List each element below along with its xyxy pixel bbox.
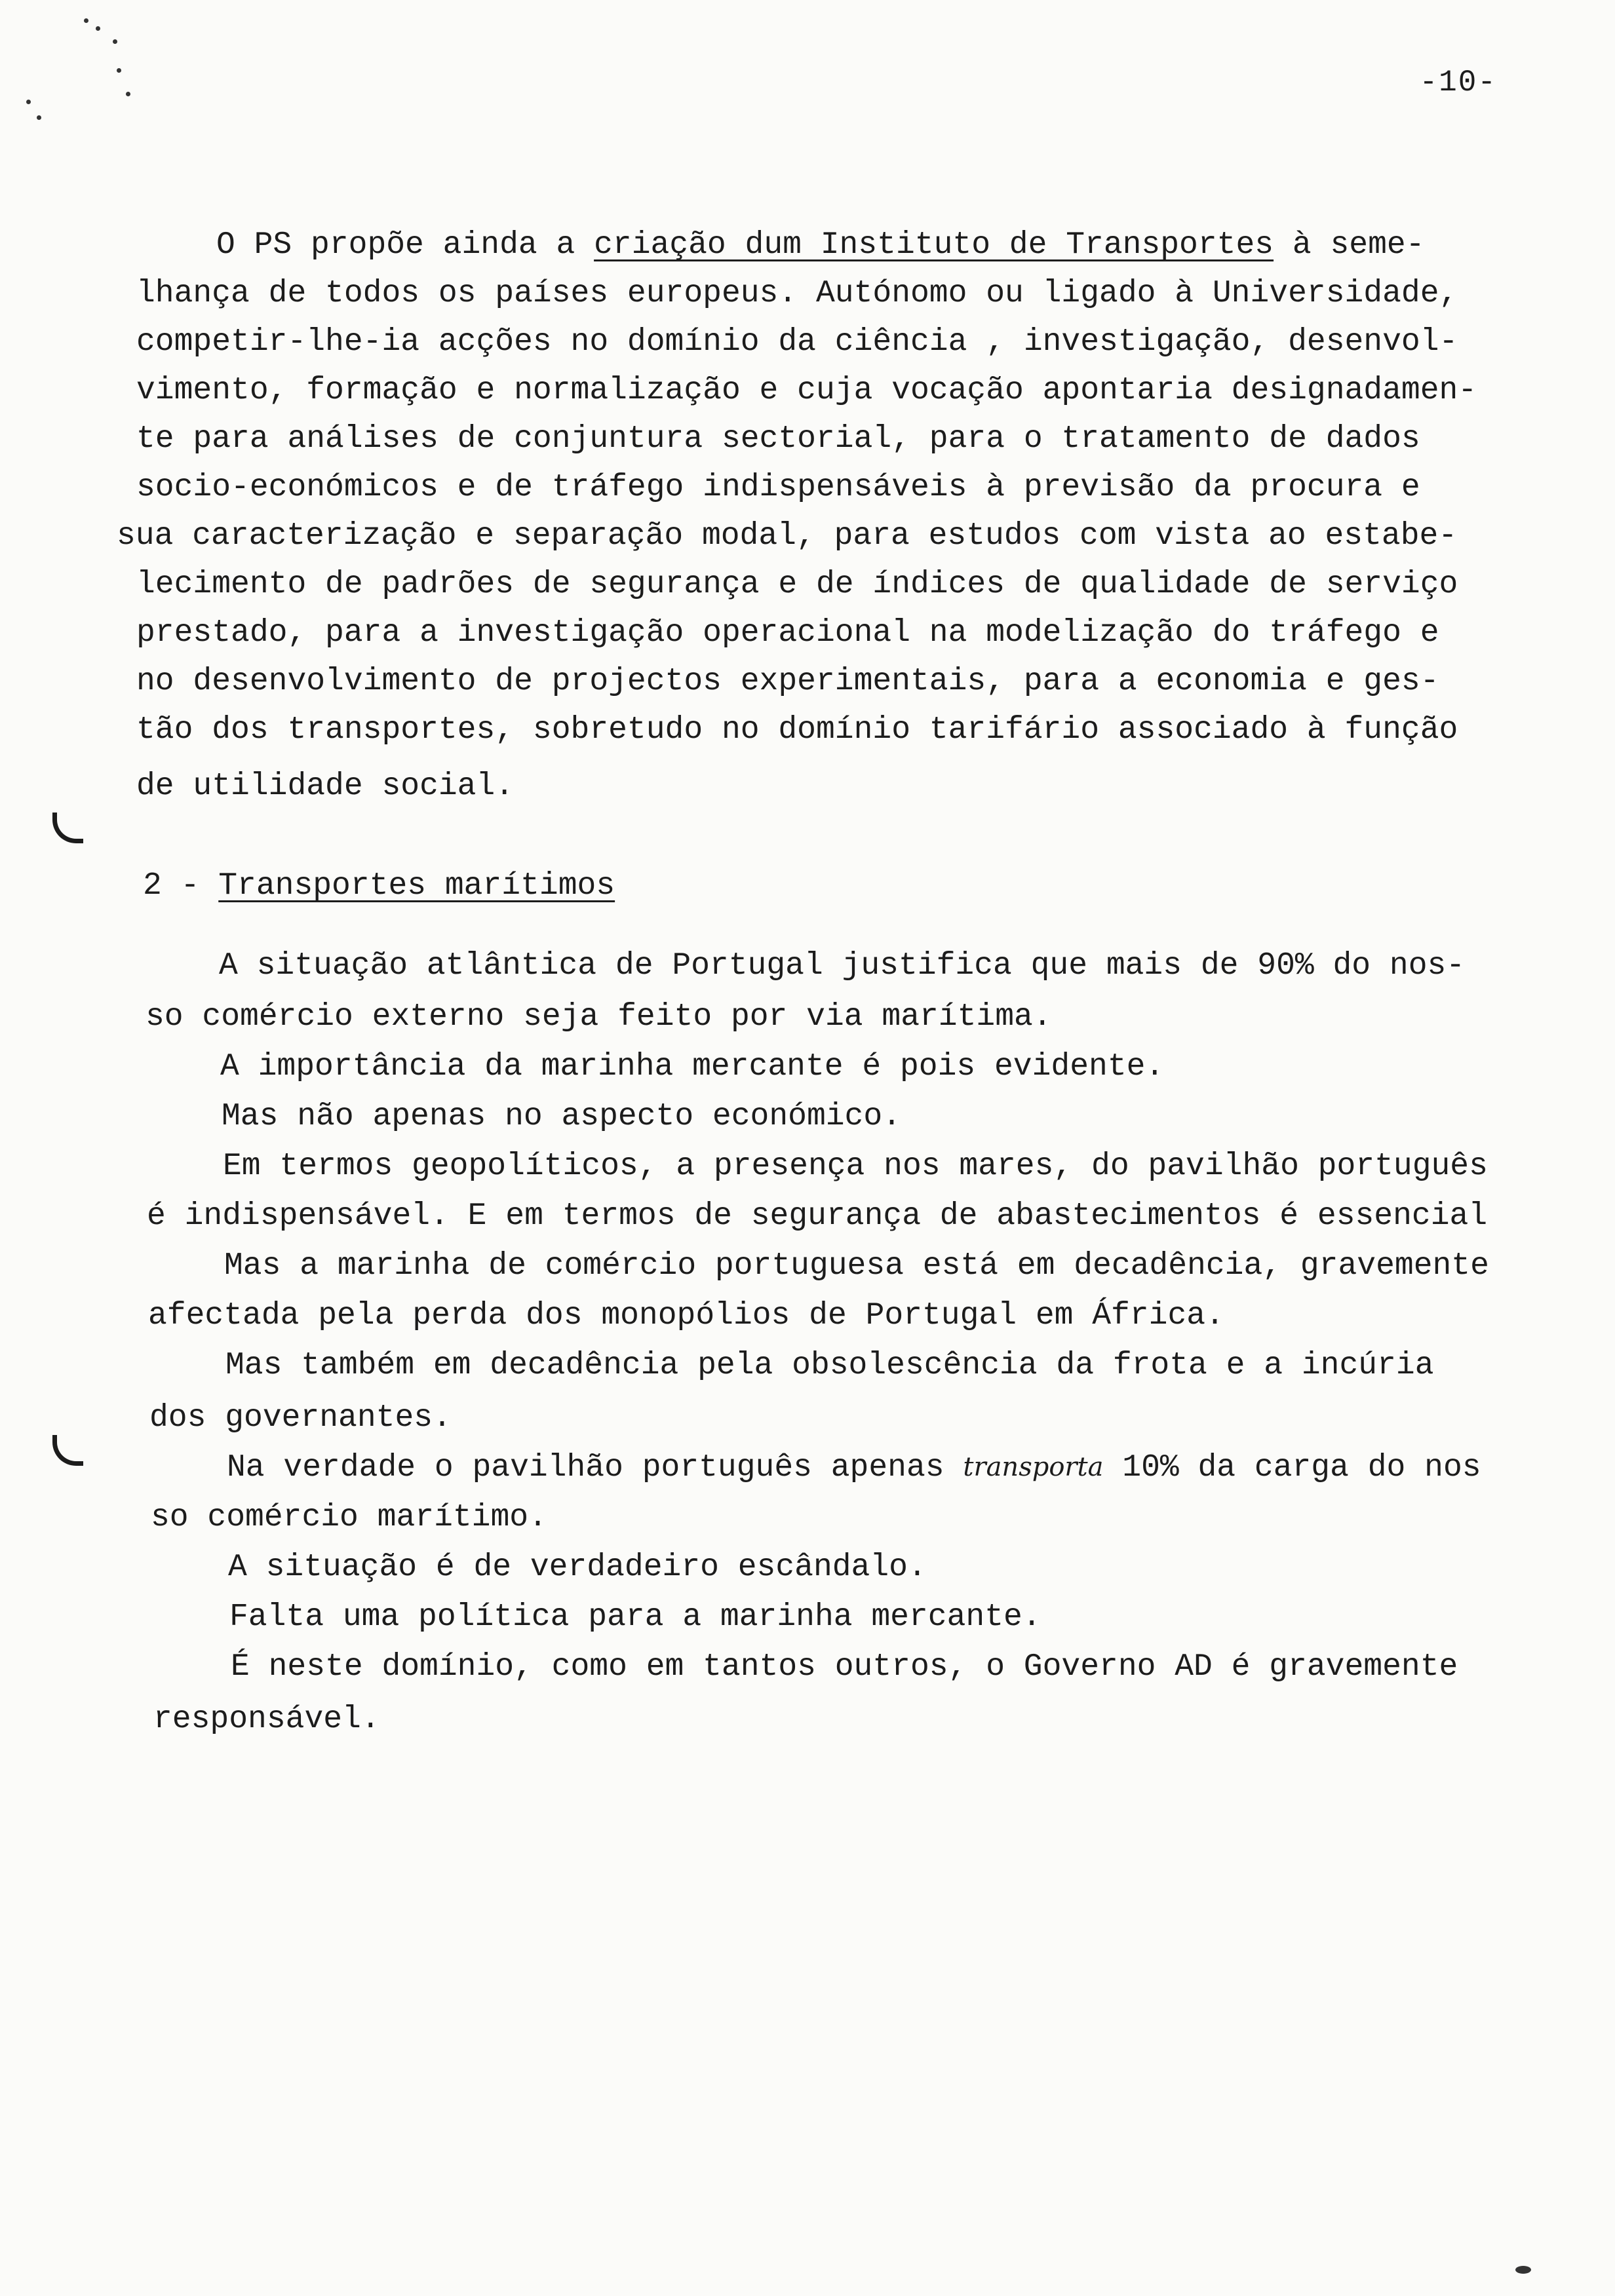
text-line: A situação atlântica de Portugal justifica que mais de 90% do nos-: [219, 948, 1466, 984]
text-line: Mas a marinha de comércio portuguesa está em decadência, gravemente: [224, 1248, 1489, 1284]
text-line: É neste domínio, como em tantos outros, o Governo AD é gravemente: [231, 1649, 1458, 1685]
scan-speck: [84, 18, 88, 23]
scan-speck: [37, 115, 41, 120]
text-line: vimento, formação e normalização e cuja vocação apontaria designadamen-: [136, 373, 1477, 408]
text-line: dos governantes.: [149, 1400, 452, 1436]
text-line: responsável.: [153, 1702, 380, 1737]
text-line: competir-lhe-ia acções no domínio da ciência , investigação, desenvol-: [136, 324, 1458, 360]
text-line: so comércio marítimo.: [151, 1500, 547, 1535]
text-line: Em termos geopolíticos, a presença nos mares, do pavilhão português: [223, 1149, 1488, 1184]
margin-mark: [52, 813, 83, 843]
text-line: Falta uma política para a marinha mercante.: [229, 1599, 1041, 1635]
text-line: te para análises de conjuntura sectorial, para o tratamento de dados: [136, 421, 1420, 457]
scan-speck: [113, 39, 117, 44]
underlined-phrase: criação dum Instituto de Transportes: [594, 227, 1274, 263]
scan-speck: [117, 68, 121, 73]
text-line: Mas também em decadência pela obsolescência da frota e a incúria: [225, 1348, 1434, 1383]
margin-mark: [52, 1435, 83, 1466]
text-line: O PS propõe ainda a criação dum Instituto de Transportes à seme-: [216, 227, 1425, 263]
text-line: A importância da marinha mercante é pois evidente.: [220, 1049, 1165, 1084]
text-line: no desenvolvimento de projectos experimentais, para a economia e ges-: [136, 664, 1439, 699]
text-line: Mas não apenas no aspecto económico.: [222, 1099, 901, 1134]
text-line: sua caracterização e separação modal, para estudos com vista ao estabe-: [117, 518, 1458, 554]
scan-speck: [96, 26, 100, 31]
text-line: lecimento de padrões de segurança e de índices de qualidade de serviço: [136, 567, 1458, 602]
section-title: Transportes marítimos: [218, 868, 615, 904]
text-line: A situação é de verdadeiro escândalo.: [228, 1550, 927, 1585]
scan-speck: [26, 100, 31, 104]
handwritten-correction: transporta: [963, 1452, 1104, 1482]
text-line: afectada pela perda dos monopólios de Portugal em África.: [148, 1298, 1224, 1333]
text-line: socio-económicos e de tráfego indispensáveis à previsão da procura e: [136, 470, 1420, 505]
scan-speck: [1515, 2266, 1531, 2274]
page-number: -10-: [1419, 66, 1497, 100]
text-line: so comércio externo seja feito por via marítima.: [146, 999, 1052, 1035]
text-line: de utilidade social.: [136, 769, 515, 804]
text-line: Na verdade o pavilhão português apenas transporta 10% da carga do nos: [227, 1450, 1481, 1485]
section-heading: 2 - Transportes marítimos: [143, 868, 615, 904]
text-line: lhança de todos os países europeus. Autónomo ou ligado à Universidade,: [136, 276, 1458, 311]
text-line: prestado, para a investigação operacional na modelização do tráfego e: [136, 615, 1439, 651]
scan-speck: [126, 92, 130, 96]
text-line: tão dos transportes, sobretudo no domínio tarifário associado à função: [136, 712, 1458, 748]
text-line: é indispensável. E em termos de segurança de abastecimentos é essencial: [147, 1198, 1488, 1234]
